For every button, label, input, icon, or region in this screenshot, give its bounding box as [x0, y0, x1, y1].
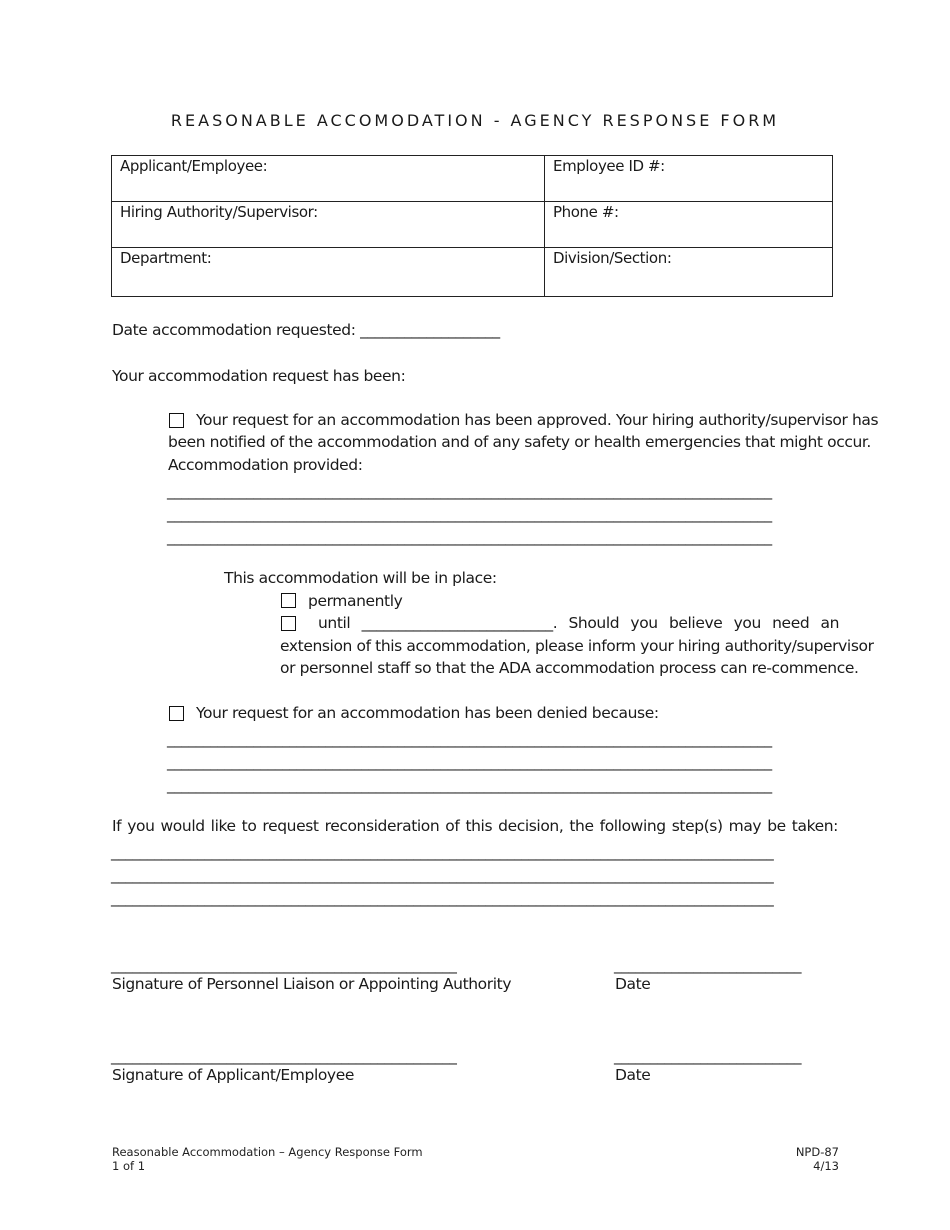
employee-id-field[interactable] — [545, 156, 833, 202]
footer-form-name: Reasonable Accommodation – Agency Response Form — [112, 1145, 423, 1159]
accommodation-provided-line[interactable]: ____________________________________________________________________________________ — [167, 482, 772, 500]
division-section-field[interactable] — [545, 248, 833, 297]
liaison-date-line[interactable]: __________________________ — [614, 956, 802, 974]
until-tail-text: Should you believe you need an — [568, 614, 840, 632]
denied-reason-line[interactable]: ____________________________________________________________________________________ — [167, 776, 772, 794]
date-requested-blank[interactable]: ___________________ — [360, 321, 500, 339]
applicant-employee-field[interactable] — [112, 156, 545, 202]
phone-label: Phone #: — [553, 203, 619, 221]
employee-id-label: Employee ID #: — [553, 157, 665, 175]
approved-checkbox[interactable] — [169, 413, 184, 428]
footer-revision-date: 4/13 — [813, 1159, 839, 1173]
until-label: until — [318, 614, 351, 632]
approved-text-line1: Your request for an accommodation has been approved. Your hiring authority/supervisor has — [196, 411, 879, 429]
form-title: REASONABLE ACCOMODATION - AGENCY RESPONSE FORM — [170, 111, 780, 130]
phone-field[interactable] — [545, 202, 833, 248]
status-intro: Your accommodation request has been: — [112, 367, 406, 385]
department-field[interactable] — [112, 248, 545, 297]
footer-page-number: 1 of 1 — [112, 1159, 146, 1173]
reconsideration-line[interactable]: ____________________________________________________________________________________________ — [111, 889, 774, 907]
denied-reason-line[interactable]: ____________________________________________________________________________________ — [167, 730, 772, 748]
date-requested-row — [112, 319, 500, 341]
accommodation-provided-line[interactable]: ____________________________________________________________________________________ — [167, 505, 772, 523]
until-checkbox[interactable] — [281, 616, 296, 631]
permanently-label: permanently — [308, 592, 403, 610]
hiring-authority-label: Hiring Authority/Supervisor: — [120, 203, 318, 221]
accommodation-provided-line[interactable]: ____________________________________________________________________________________ — [167, 528, 772, 546]
denied-label: Your request for an accommodation has been denied because: — [196, 704, 659, 722]
duration-intro: This accommodation will be in place: — [224, 569, 497, 587]
department-label: Department: — [120, 249, 212, 267]
accommodation-provided-label: Accommodation provided: — [168, 456, 363, 474]
employee-info-table — [111, 155, 833, 297]
approved-text-line2: been notified of the accommodation and of any safety or health emergencies that might occur. — [168, 433, 871, 451]
reconsideration-line[interactable]: ____________________________________________________________________________________________ — [111, 843, 774, 861]
until-date-blank[interactable]: __________________________. — [361, 614, 558, 632]
reconsideration-label: If you would like to request reconsideration of this decision, the following step(s) may be taken: — [112, 817, 838, 835]
footer-form-number: NPD-87 — [795, 1145, 839, 1159]
applicant-signature-label: Signature of Applicant/Employee — [112, 1066, 354, 1084]
liaison-signature-line[interactable]: ________________________________________________ — [111, 956, 457, 974]
applicant-date-line[interactable]: __________________________ — [614, 1047, 802, 1065]
extension-text-line3: or personnel staff so that the ADA accommodation process can re-commence. — [280, 659, 859, 677]
applicant-date-label: Date — [615, 1066, 651, 1084]
applicant-employee-label: Applicant/Employee: — [120, 157, 268, 175]
liaison-date-label: Date — [615, 975, 651, 993]
extension-text-line2: extension of this accommodation, please inform your hiring authority/supervisor — [280, 637, 874, 655]
hiring-authority-field[interactable] — [112, 202, 545, 248]
permanently-checkbox[interactable] — [281, 593, 296, 608]
reconsideration-line[interactable]: ____________________________________________________________________________________________ — [111, 866, 774, 884]
division-section-label: Division/Section: — [553, 249, 672, 267]
liaison-signature-label: Signature of Personnel Liaison or Appointing Authority — [112, 975, 512, 993]
applicant-signature-line[interactable]: ________________________________________________ — [111, 1047, 457, 1065]
date-requested-label: Date accommodation requested: — [112, 321, 356, 339]
denied-reason-line[interactable]: ____________________________________________________________________________________ — [167, 753, 772, 771]
denied-checkbox[interactable] — [169, 706, 184, 721]
until-line — [318, 612, 839, 634]
